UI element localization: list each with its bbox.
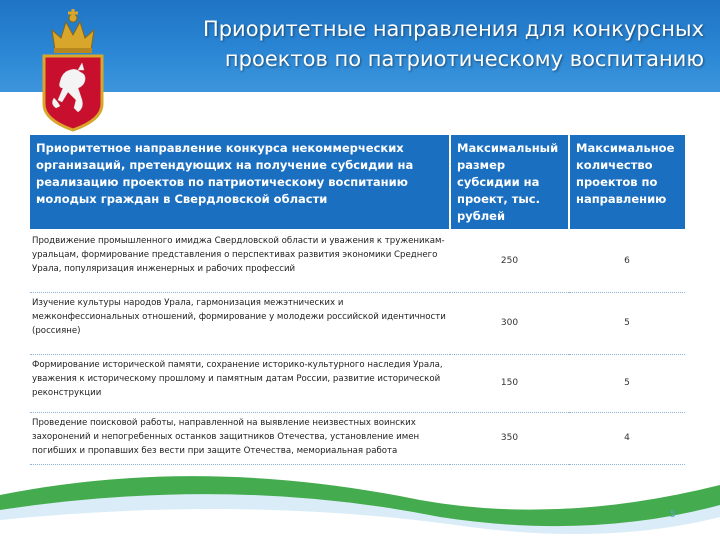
table-header-row [30, 135, 685, 230]
footer-wave-decoration [0, 455, 720, 540]
max-subsidy-cell: 150 [450, 354, 569, 412]
table-row [30, 230, 685, 292]
crown-icon [52, 9, 94, 53]
slide-title-line1: Приоритетные направления для конкурсных [202, 17, 704, 41]
slide-title [120, 14, 704, 74]
direction-cell: Изучение культуры народов Урала, гармонизация межэтнических и межконфессиональных отношений, формирование у молодежи российской идентичности (россияне) [30, 292, 450, 354]
max-subsidy-cell: 250 [450, 230, 569, 292]
table-row [30, 354, 685, 412]
direction-cell: Продвижение промышленного имиджа Свердловской области и уважения к труженикам-уральцам, формирование представления о перспективах развития экономики Среднего Урала, популяризация инженерных и рабочих профессий [30, 230, 450, 292]
direction-cell: Проведение поисковой работы, направленной на выявление неизвестных воинских захоронений и непогребенных останков защитников Отечества, установление имен погибших и пропавших без вести при защите Отечества, мемориальная работа [30, 412, 450, 464]
max-subsidy-cell: 350 [450, 412, 569, 464]
column-header-direction: Приоритетное направление конкурса некоммерческих организаций, претендующих на получение субсидии на реализацию проектов по патриотическому воспитанию молодых граждан в Свердловской области [30, 135, 450, 230]
table-row [30, 292, 685, 354]
max-projects-cell: 6 [569, 230, 685, 292]
max-subsidy-cell: 300 [450, 292, 569, 354]
column-header-max-subsidy: Максимальный размер субсидии на проект, тыс. рублей [450, 135, 569, 230]
coat-of-arms-icon [30, 8, 116, 133]
priority-directions-table [30, 135, 685, 465]
direction-cell: Формирование исторической памяти, сохранение историко-культурного наследия Урала, уважения к историческому прошлому и памятным датам России, развитие исторической реконструкции [30, 354, 450, 412]
page-number: 5 [670, 510, 676, 520]
column-header-max-projects: Максимальное количество проектов по направлению [569, 135, 685, 230]
slide-title-line2: проектов по патриотическому воспитанию [224, 47, 704, 71]
max-projects-cell: 5 [569, 292, 685, 354]
max-projects-cell: 4 [569, 412, 685, 464]
max-projects-cell: 5 [569, 354, 685, 412]
